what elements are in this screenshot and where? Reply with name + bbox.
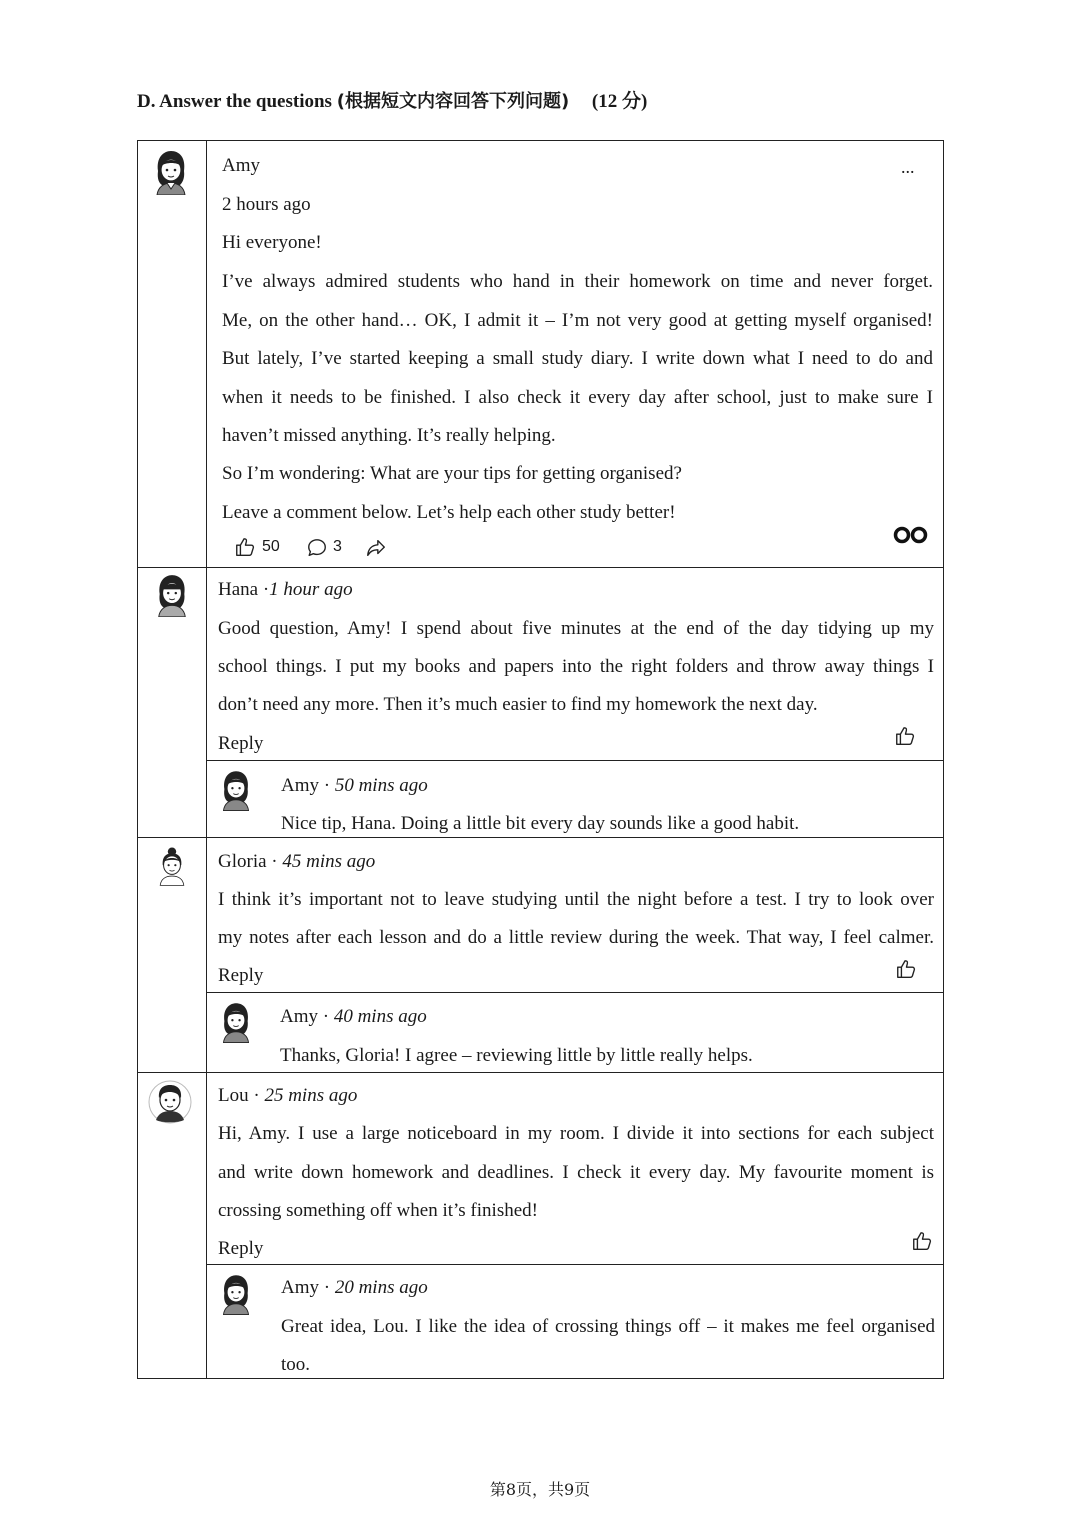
section-title-cn: (根据短文内容回答下列问题) <box>336 91 570 112</box>
reply-author: Amy <box>281 1277 319 1298</box>
comment-line: I think it’s important not to leave studying until the night before a test. I try to look over <box>218 889 934 910</box>
girl-avatar-icon <box>219 1272 253 1316</box>
reply-time: 50 mins ago <box>334 775 428 796</box>
comment-bubble-icon <box>306 537 328 559</box>
thumbs-up-icon[interactable] <box>911 1230 933 1252</box>
meta-separator: · <box>319 775 335 796</box>
comment-line: don’t need any more. Then it’s much easier to find my homework the next day. <box>218 694 818 715</box>
girl-bun-avatar-icon <box>156 845 188 887</box>
comment-meta <box>218 1085 357 1107</box>
comment-line: my notes after each lesson and do a little review during the week. That way, I feel calmer. <box>218 927 934 948</box>
girl-avatar-icon <box>219 768 253 812</box>
comment-time: 25 mins ago <box>264 1085 358 1106</box>
section-title-en: D. Answer the questions <box>137 91 332 112</box>
comment-button[interactable] <box>306 537 328 564</box>
girl-avatar-icon <box>154 573 190 617</box>
reply-button[interactable]: Reply <box>218 733 264 754</box>
meta-separator: · <box>319 1277 335 1298</box>
reply-line: too. <box>281 1354 311 1375</box>
meta-separator: · <box>266 851 283 872</box>
forum-board <box>137 140 944 1379</box>
section-score: (12 分) <box>591 91 648 112</box>
comment-author: Gloria <box>218 851 267 872</box>
comment-line: Hi, Amy. I use a large noticeboard in my room. I divide it into sections for each subject <box>218 1123 934 1144</box>
reply-amy-to-lou <box>207 1264 943 1378</box>
post-line: So I’m wondering: What are your tips for getting organised? <box>222 463 682 484</box>
reply-time: 20 mins ago <box>334 1277 428 1298</box>
meta-separator: · <box>258 579 270 600</box>
page-number: 第8页，共9页 <box>489 1480 591 1499</box>
comments-count: 3 <box>333 538 342 555</box>
comment-lou <box>138 1072 943 1264</box>
comment-time: 45 mins ago <box>282 851 376 872</box>
post-line: I’ve always admired students who hand in their homework on time and never forget. <box>222 271 933 292</box>
comment-meta <box>218 851 375 873</box>
post-line: Leave a comment below. Let’s help each other study better! <box>222 502 676 523</box>
reply-line: Thanks, Gloria! I agree – reviewing little by little really helps. <box>280 1045 753 1066</box>
comment-hana <box>138 567 943 760</box>
reaction-eyes-icon[interactable] <box>893 526 929 544</box>
reply-amy-to-gloria <box>207 992 943 1072</box>
girl-avatar-icon <box>219 1000 253 1044</box>
comment-author: Lou <box>218 1085 249 1106</box>
reply-line: Nice tip, Hana. Doing a little bit every day sounds like a good habit. <box>281 813 800 834</box>
post-line: Hi everyone! <box>222 232 322 253</box>
post-author: Amy <box>222 155 260 176</box>
girl-avatar-icon <box>152 149 190 195</box>
thumbs-up-icon[interactable] <box>894 725 916 747</box>
comment-line: and write down homework and deadlines. I check it every day. My favourite moment is <box>218 1162 934 1183</box>
post-line: Me, on the other hand… OK, I admit it – I’m not very good at getting myself organised! <box>222 310 933 331</box>
more-options-button[interactable]: ... <box>901 157 915 177</box>
main-post <box>138 141 943 567</box>
thumbs-up-icon <box>234 536 256 558</box>
share-button[interactable] <box>365 537 387 564</box>
likes-count: 50 <box>262 538 280 555</box>
like-button[interactable] <box>234 536 256 563</box>
post-line: when it needs to be finished. I also check it every day after school, just to make sure I <box>222 387 933 408</box>
reply-time: 40 mins ago <box>333 1006 427 1027</box>
meta-separator: · <box>318 1006 334 1027</box>
section-heading <box>137 86 647 113</box>
reply-meta <box>281 775 428 797</box>
reply-meta <box>280 1006 427 1028</box>
reply-button[interactable]: Reply <box>218 965 264 986</box>
share-icon <box>365 537 387 559</box>
post-time: 2 hours ago <box>222 194 311 215</box>
comment-time: 1 hour ago <box>269 579 353 600</box>
reply-button[interactable]: Reply <box>218 1238 264 1259</box>
boy-avatar-icon <box>148 1080 192 1124</box>
meta-separator: · <box>248 1085 265 1106</box>
post-line: haven’t missed anything. It’s really helping. <box>222 425 556 446</box>
reply-author: Amy <box>280 1006 318 1027</box>
comment-gloria <box>138 837 943 992</box>
comment-author: Hana <box>218 579 259 600</box>
thumbs-up-icon[interactable] <box>895 958 917 980</box>
comment-line: crossing something off when it’s finished! <box>218 1200 538 1221</box>
comment-meta <box>218 579 353 601</box>
reply-line: Great idea, Lou. I like the idea of crossing things off – it makes me feel organised <box>281 1316 935 1337</box>
post-line: But lately, I’ve started keeping a small study diary. I write down what I need to do and <box>222 348 933 369</box>
reply-meta <box>281 1277 428 1299</box>
comment-line: school things. I put my books and papers into the right folders and throw away things I <box>218 656 934 677</box>
comment-line: Good question, Amy! I spend about five minutes at the end of the day tidying up my <box>218 618 934 639</box>
reply-amy-to-hana <box>207 760 943 837</box>
reply-author: Amy <box>281 775 319 796</box>
